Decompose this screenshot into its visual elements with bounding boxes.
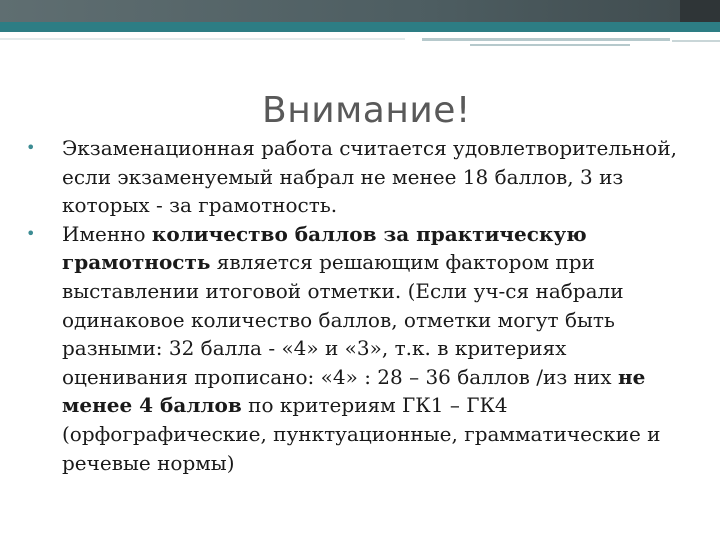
slide-title: Внимание! <box>262 90 471 131</box>
bullet-text-bold: не менее 4 баллов <box>62 364 646 418</box>
bullet-item-1 <box>24 134 694 220</box>
bullet-text: по критериям ГК1 – ГК4 (орфографические, пунктуационные, грамматические и речевые нормы) <box>62 393 661 475</box>
header-accent-line <box>0 22 720 32</box>
slide-body <box>24 134 694 477</box>
bullet-item-2 <box>24 220 694 477</box>
bullet-icon: • <box>26 138 36 157</box>
bullet-text: Именно <box>62 221 152 246</box>
header-band <box>0 0 720 22</box>
bullet-text-bold: количество баллов за практическую грамотность <box>62 221 587 275</box>
decorative-rule <box>422 38 670 41</box>
bullet-icon: • <box>26 223 36 243</box>
decorative-rule <box>470 44 630 46</box>
decorative-rule <box>672 40 720 42</box>
header-corner <box>680 0 720 22</box>
decorative-rule <box>0 38 405 40</box>
bullet-text: является решающим фактором при выставлении итоговой отметки. (Если уч-ся набрали одинаковое количество баллов, отметки могут быть разными: 32 балла - «4» и «3», т.к. в критериях оценивания прописано: «4» : 28 – 36 баллов /из них <box>62 250 624 389</box>
bullet-text: Экзаменационная работа считается удовлетворительной, если экзаменуемый набрал не менее 18 баллов, 3 из которых - за грамотность. <box>62 136 678 218</box>
